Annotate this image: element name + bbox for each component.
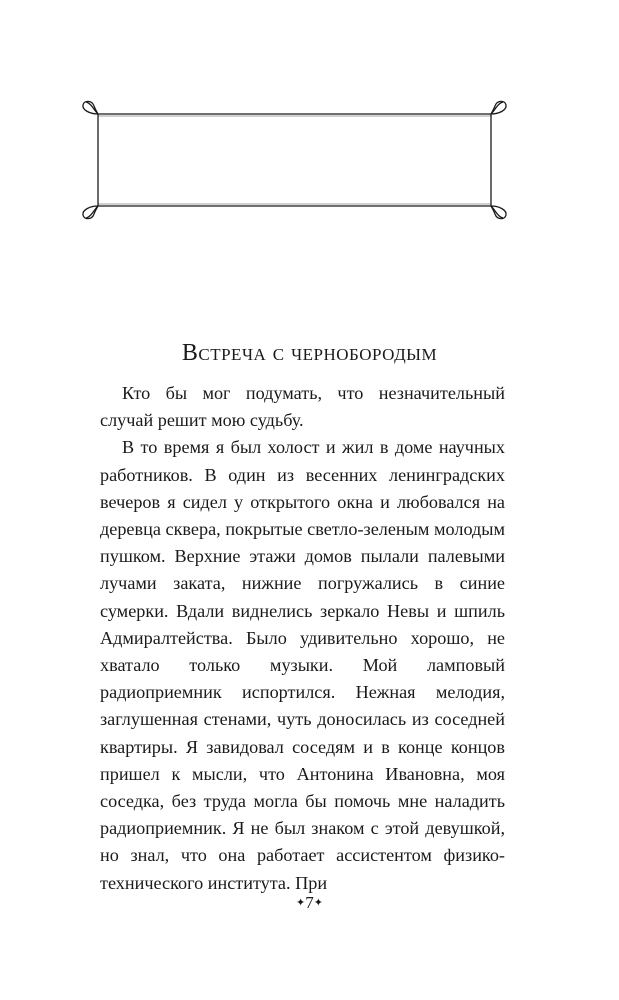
right-ornament-icon: ✦ — [313, 897, 323, 909]
chapter-title: Встреча с чернобородым — [181, 340, 438, 366]
page-number: 7 — [305, 893, 314, 912]
page-number-footer — [0, 891, 619, 915]
ornamental-border — [80, 98, 509, 222]
paragraph: Кто бы мог подумать, что незначительный случай решит мою судьбу. — [100, 383, 505, 431]
body-text — [100, 380, 505, 897]
left-ornament-icon: ✦ — [296, 897, 306, 909]
decorative-frame — [80, 98, 509, 222]
paragraph: В то время я был холост и жил в доме научных работников. В один из весенних ленинградских вечеров я сидел у открытого окна и любовался на деревца сквера, покрытые светло-зеленым молодым пушком. Верхние этажи домов пылали палевыми лучами заката, нижние погружались в синие сумерки. Вдали виднелись зеркало Невы и шпиль Адмиралтейства. Было удивительно хорошо, не хватало только музыки. Мой ламповый радиоприемник испортился. Нежная мелодия, заглушенная стенами, чуть доносилась из соседней квартиры. Я завидовал соседям и в конце концов пришел к мысли, что Антонина Ивановна, моя соседка, без труда могла бы помочь мне наладить радиоприемник. Я не был знаком с этой девушкой, но знал, что она работает ассистентом физико-технического института. При — [100, 437, 505, 893]
